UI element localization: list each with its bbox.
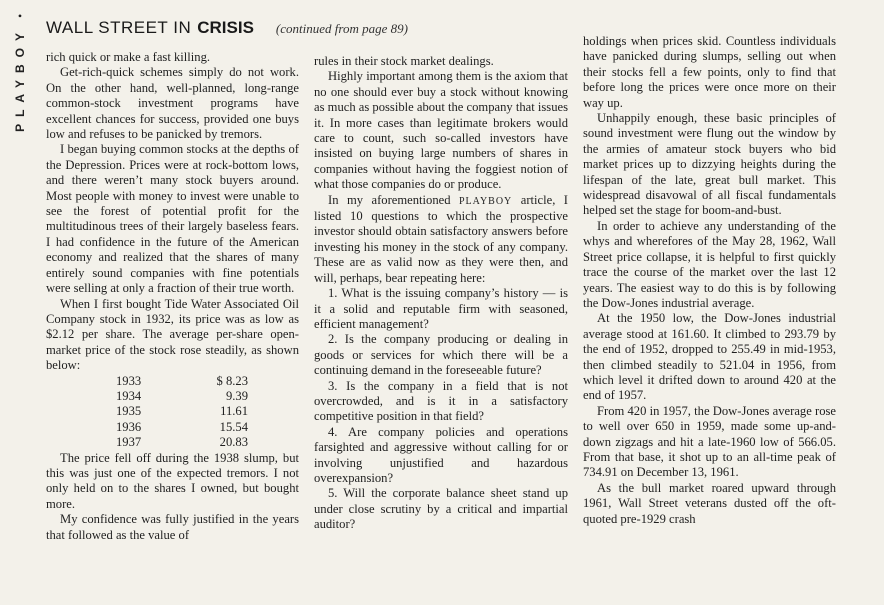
magazine-side-label <box>8 10 32 132</box>
text-column-1 <box>46 50 299 605</box>
paragraph: rules in their stock market dealings. <box>314 54 494 68</box>
header-title-bold: CRISIS <box>197 18 254 37</box>
price-cell: 15.54 <box>219 419 248 434</box>
text-run: In my aforementioned <box>328 192 451 207</box>
question-item: 2. Is the company producing or dealing in goods or services for which there will be a continuing demand in the foreseeable future? <box>314 332 568 378</box>
price-cell: 11.61 <box>220 404 248 419</box>
article-header <box>46 18 566 40</box>
paragraph: Get-rich-quick schemes simply do not work. On the other hand, well-planned, long-range common-stock investment programs have excellent chances for success, provided one buys low and refuses to be panicked by tremors. <box>46 65 299 142</box>
table-row <box>116 420 288 435</box>
continued-note: (continued from page 89) <box>275 21 408 36</box>
table-row <box>116 435 288 450</box>
paragraph: In order to achieve any understanding of the whys and wherefores of the May 28, 1962, Wall Street price collapse, it is helpful to first quickly trace the course of the market over the last 12 years. The easiest way to do this is by following the Dow-Jones industrial average. <box>583 218 836 310</box>
year-cell: 1933 <box>116 373 142 388</box>
price-cell: $ 8.23 <box>216 373 248 388</box>
price-cell: 9.39 <box>225 388 248 403</box>
paragraph: Highly important among them is the axiom that no one should ever buy a stock without knowing as much as possible about the company that issues it. In more cases than legitimate brokers would care to count, such so-called investors have insisted on buying large numbers of shares in companies without having the foggiest notion of what those companies do or produce. <box>314 69 568 192</box>
paragraph: As the bull market roared upward through 1961, Wall Street veterans dusted off the oft-quoted pre-1929 crash <box>583 480 836 526</box>
table-row <box>116 404 288 419</box>
year-cell: 1935 <box>116 404 142 419</box>
paragraph: holdings when prices skid. Countless individuals have panicked during slumps, selling out when their stocks fell a few points, only to find that before long the prices were once more on their way up. <box>583 34 836 110</box>
bullet-icon: • <box>17 9 23 23</box>
paragraph: Unhappily enough, these basic principles of sound investment were flung out the window by the armies of amateur stock buyers who bid market prices up to dizzying heights during the lifespan of the late, great bull market. This widespread disavowal of all fiscal fundamentals helped set the stage for boom-and-bust. <box>583 111 836 218</box>
question-item: 3. Is the company in a field that is not overcrowded, and is it in a satisfactory competitive position in that field? <box>314 378 568 424</box>
question-item: 1. What is the issuing company’s history — is it a solid and reputable firm with seasoned, efficient management? <box>314 286 568 331</box>
paragraph: rich quick or make a fast killing. <box>46 50 211 64</box>
text-run: article, I listed 10 questions to which the prospective investor should obtain satisfactory answers before investing his money in the stock of any company. These are as valid now as they were then, and will, perhaps, bear repeating here: <box>314 192 568 285</box>
question-item: 5. Will the corporate balance sheet stand up under close scrutiny by a critical and impartial auditor? <box>314 486 568 532</box>
table-row <box>116 374 288 389</box>
paragraph: The price fell off during the 1938 slump, but this was just one of the expected tremors. I not only held on to the shares I owned, but bought more. <box>46 450 299 511</box>
text-column-2 <box>314 54 568 605</box>
paragraph: I began buying common stocks at the depths of the Depression. Prices were at rock-bottom lows, and there weren’t many stock buyers around. Most people with money to invest were unable to see the forest of potential profit for the multitudinous trees of their largely baseless fears. I had confidence in the future of the American economy and realized that the shares of many entirely sound companies with fine potentials were selling at only a fraction of their true worth. <box>46 142 299 296</box>
price-table <box>116 374 288 451</box>
magazine-name-inline: PLAYBOY <box>458 195 513 207</box>
price-cell: 20.83 <box>219 435 248 450</box>
text-column-3 <box>583 34 836 605</box>
year-cell: 1936 <box>116 419 142 434</box>
paragraph: My confidence was fully justified in the years that followed as the value of <box>46 512 299 542</box>
table-row <box>116 389 288 404</box>
paragraph: At the 1950 low, the Dow-Jones industrial average stood at 161.60. It climbed to 293.79 by the end of 1952, dropped to 255.49 in mid-1953, then climbed steadily to 521.04 in 1956, from which level it drifted down to around 420 at the end of 1957. <box>583 311 836 403</box>
year-cell: 1937 <box>116 435 142 450</box>
paragraph: When I first bought Tide Water Associated Oil Company stock in 1932, its price was as low as $2.12 per share. The average per-share open-market price of the stock rose steadily, as shown below: <box>46 296 299 373</box>
magazine-name: PLAYBOY <box>13 26 27 132</box>
paragraph <box>314 193 568 286</box>
paragraph: From 420 in 1957, the Dow-Jones average rose to well over 650 in 1959, made some up-and-down zigzags and hit a late-1960 low of 566.05. From that base, it shot up to an all-time peak of 734.91 on December 13, 1961. <box>583 403 836 480</box>
header-title: WALL STREET IN <box>46 18 192 37</box>
year-cell: 1934 <box>116 388 142 403</box>
question-item: 4. Are company policies and operations farsighted and aggressive without calling for or involving unjustified and hazardous overexpansion? <box>314 424 568 485</box>
